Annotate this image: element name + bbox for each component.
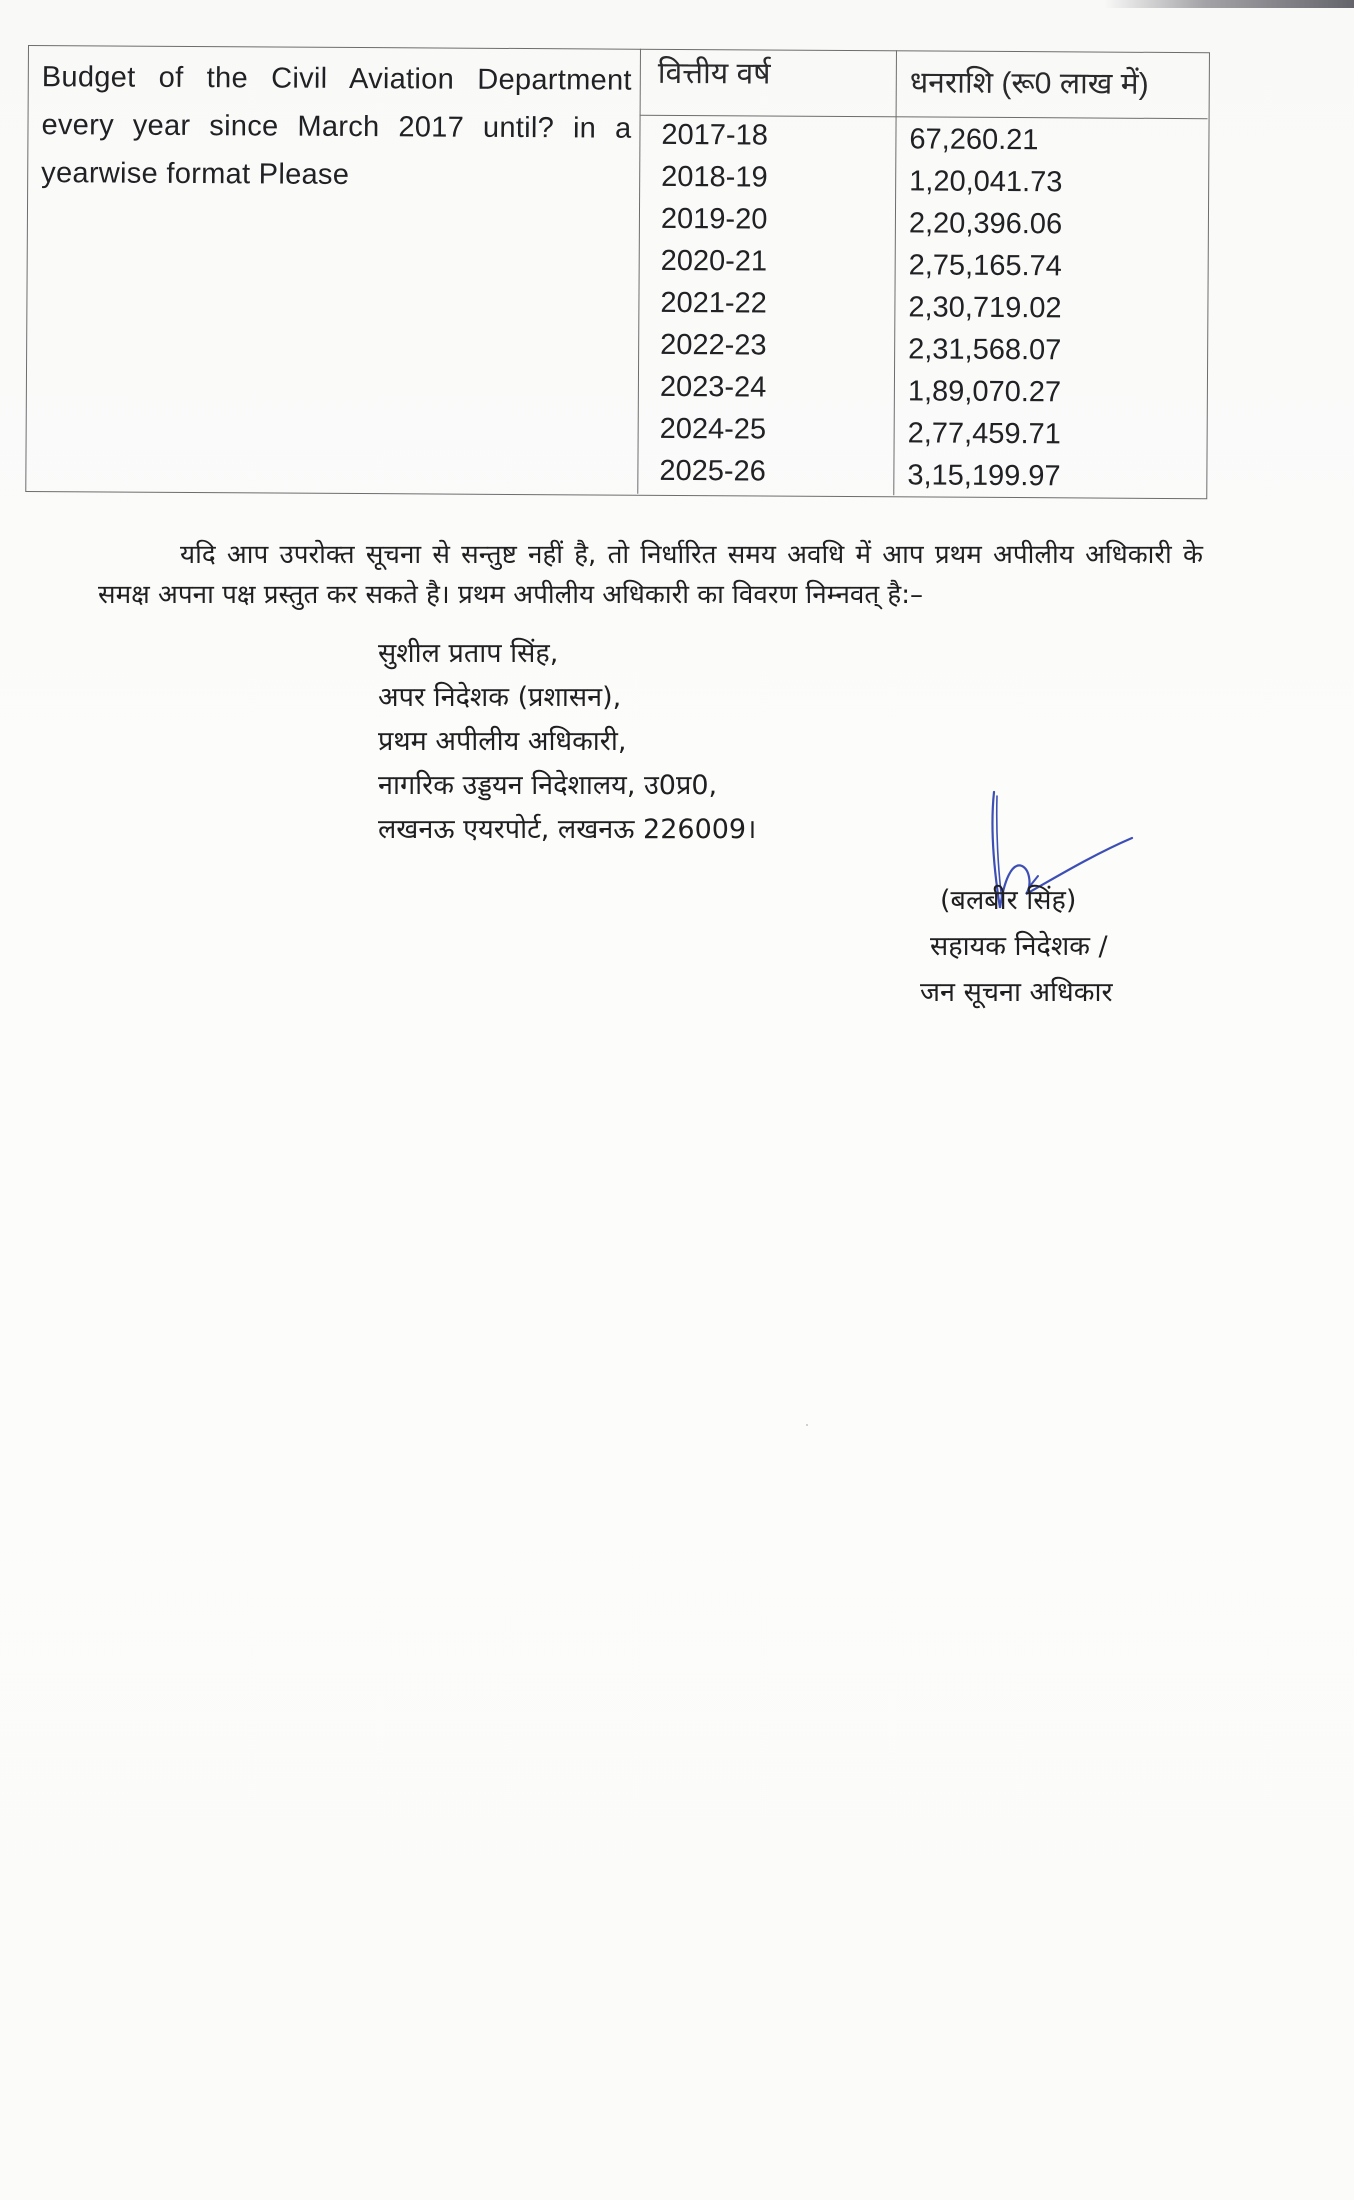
amount-column <box>907 118 1063 497</box>
budget-table <box>25 45 1213 502</box>
question-text: Budget of the Civil Aviation Department every year since March 2017 until? in a yearwise format Please <box>41 61 632 191</box>
year-cell: 2020-21 <box>660 244 768 278</box>
year-cell: 2021-22 <box>660 286 767 320</box>
year-cell: 2018-19 <box>661 160 768 194</box>
signatory-role: जन सूचना अधिकार <box>920 977 1113 1008</box>
year-column <box>659 114 768 493</box>
amount-cell: 1,20,041.73 <box>909 165 1063 199</box>
amount-cell: 2,31,568.07 <box>908 333 1062 367</box>
amount-column-header: धनराशि (रू0 लाख में) <box>909 66 1149 101</box>
year-column-header: वित्तीय वर्ष <box>657 56 771 91</box>
officer-name: सुशील प्रताप सिंह, <box>378 638 559 669</box>
officer-office: नागरिक उड्डयन निदेशालय, उ0प्र0, <box>378 770 718 801</box>
year-cell: 2023-24 <box>659 370 767 404</box>
officer-role: प्रथम अपीलीय अधिकारी, <box>378 726 627 757</box>
year-cell: 2017-18 <box>661 118 768 152</box>
year-cell: 2022-23 <box>660 328 767 362</box>
amount-cell: 2,20,396.06 <box>908 207 1063 241</box>
year-cell: 2019-20 <box>660 202 768 236</box>
amount-cell: 1,89,070.27 <box>907 375 1062 409</box>
scan-edge-shadow <box>1104 0 1354 8</box>
amount-cell: 2,75,165.74 <box>908 249 1062 283</box>
appeal-paragraph: यदि आप उपरोक्त सूचना से सन्तुष्ट नहीं है, तो निर्धारित समय अवधि में आप प्रथम अपीलीय अधिकारी के समक्ष अपना पक्ष प्रस्तुत कर सकते है। प्रथम अपीलीय अधिकारी का विवरण निम्नवत् है:– <box>98 540 1203 610</box>
year-cell: 2024-25 <box>659 412 767 446</box>
officer-designation: अपर निदेशक (प्रशासन), <box>378 682 622 713</box>
amount-cell: 67,260.21 <box>909 123 1039 157</box>
amount-cell: 2,77,459.71 <box>907 417 1061 451</box>
appellate-officer-address <box>378 632 756 852</box>
signatory-name: (बलबीर सिंह) <box>940 885 1077 916</box>
amount-cell: 3,15,199.97 <box>907 459 1061 493</box>
scan-speck <box>806 1424 808 1426</box>
officer-address: लखनऊ एयरपोर्ट, लखनऊ 226009। <box>378 814 757 845</box>
handwritten-signature <box>960 790 1140 940</box>
year-cell: 2025-26 <box>659 454 766 488</box>
signatory-designation: सहायक निदेशक / <box>930 931 1108 962</box>
amount-cell: 2,30,719.02 <box>908 291 1062 325</box>
